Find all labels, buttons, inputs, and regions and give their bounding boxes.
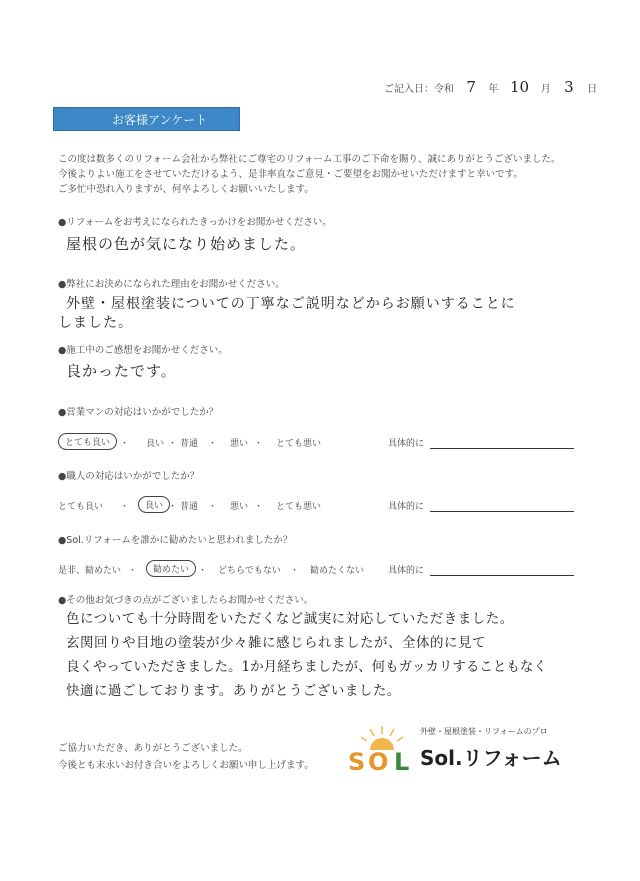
answer-other-line: 玄関回りや目地の塗装が少々雑に感じられましたが、全体的に見て (66, 635, 486, 651)
svg-text:O: O (368, 748, 389, 776)
option-bad[interactable]: 悪い (230, 439, 249, 449)
survey-title: お客様アンケート (53, 107, 240, 131)
date-day: 3 (564, 78, 574, 96)
detail-label: 具体的に (388, 566, 425, 576)
intro-line: この度は数多くのリフォーム会社から弊社にご尊宅のリフォーム工事のご下命を賜り、誠にありがとうございました。 (58, 154, 561, 165)
option-average[interactable]: 普通 (180, 502, 199, 512)
rating-sales-rep: とても良い ・ 良い ・ 普通 ・ 悪い ・ とても悪い 具体的に (58, 432, 578, 452)
sol-logo-mark-icon (346, 720, 418, 776)
option-not-recommend[interactable]: 勧めたくない (310, 566, 365, 576)
option-very-good[interactable]: とても良い (58, 502, 104, 512)
question-reason: ●弊社にお決めになられた理由をお聞かせください。 (58, 279, 285, 290)
answer-other-line: 快適に過ごしております。ありがとうございました。 (66, 683, 401, 699)
date-year: 7 (466, 78, 476, 96)
question-other: ●その他お気づきの点がございましたらお聞かせください。 (58, 595, 314, 606)
rating-craftsman: とても良い ・ 良い ・ 普通 ・ 悪い ・ とても悪い 具体的に (58, 495, 578, 515)
detail-label: 具体的に (388, 439, 425, 449)
intro-line: ご多忙中恐れ入りますが、何卒よろしくお願いいたします。 (58, 184, 314, 195)
date-label: ご記入日：令和 (384, 84, 454, 95)
option-definitely-recommend[interactable]: 是非、勧めたい (58, 566, 122, 576)
answer-impression: 良かったです。 (66, 362, 177, 380)
date-day-unit: 日 (587, 84, 598, 95)
option-very-good-selected[interactable]: とても良い (58, 433, 117, 450)
closing-line: ご協力いただき、ありがとうございました。 (58, 743, 248, 754)
logo-brand: Sol.リフォーム (420, 746, 562, 770)
svg-text:S: S (348, 748, 366, 776)
question-impression: ●施工中のご感想をお聞かせください。 (58, 345, 228, 356)
option-bad[interactable]: 悪い (230, 502, 249, 512)
detail-label: 具体的に (388, 502, 425, 512)
detail-input-line[interactable] (430, 448, 574, 449)
option-average[interactable]: 普通 (180, 439, 199, 449)
closing-text (58, 740, 314, 774)
question-sales-rep: ●営業マンの対応はいかがでしたか？ (58, 407, 219, 418)
answer-reason-line1: 外壁・屋根塗装についての丁寧なご説明などからお願いすることに (66, 296, 516, 312)
date-month: 10 (510, 78, 530, 96)
intro-line: 今後よりよい施工をさせていただけるよう、是非率直なご意見・ご要望をお聞かせいただけますと幸いです。 (58, 169, 523, 180)
detail-input-line[interactable] (430, 511, 574, 512)
question-craftsman: ●職人の対応はいかがでしたか？ (58, 471, 200, 482)
question-trigger: ●リフォームをお考えになられたきっかけをお聞かせください。 (58, 217, 332, 228)
question-recommend: ●Sol.リフォームを誰かに勧めたいと思われましたか？ (58, 535, 293, 546)
logo-tagline: 外壁・屋根塗装・リフォームのプロ (420, 727, 548, 736)
closing-line: 今後とも末永いお付き合いをよろしくお願い申し上げます。 (58, 760, 314, 771)
company-logo (346, 720, 576, 780)
answer-other-line: 良くやっていただきました。1か月経ちましたが、何もガッカリすることもなく (66, 659, 547, 675)
option-good[interactable]: 良い (146, 439, 165, 449)
answer-other-line: 色についても十分時間をいただくなど誠実に対応していただきました。 (66, 611, 514, 627)
svg-text:L: L (394, 748, 410, 776)
option-recommend-selected[interactable]: 勧めたい (146, 560, 196, 577)
date-year-unit: 年 (488, 84, 499, 95)
option-neutral[interactable]: どちらでもない (218, 566, 281, 576)
answer-trigger: 屋根の色が気になり始めました。 (66, 235, 307, 253)
option-very-bad[interactable]: とても悪い (276, 439, 322, 449)
date-line (384, 78, 597, 96)
detail-input-line[interactable] (430, 575, 574, 576)
option-good-selected[interactable]: 良い (138, 496, 170, 513)
rating-recommend: 是非、勧めたい ・ 勧めたい ・ どちらでもない ・ 勧めたくない 具体的に (58, 559, 578, 579)
answer-reason-line2: しました。 (58, 315, 133, 331)
option-very-bad[interactable]: とても悪い (276, 502, 322, 512)
intro-text (58, 152, 598, 197)
date-month-unit: 月 (540, 84, 551, 95)
